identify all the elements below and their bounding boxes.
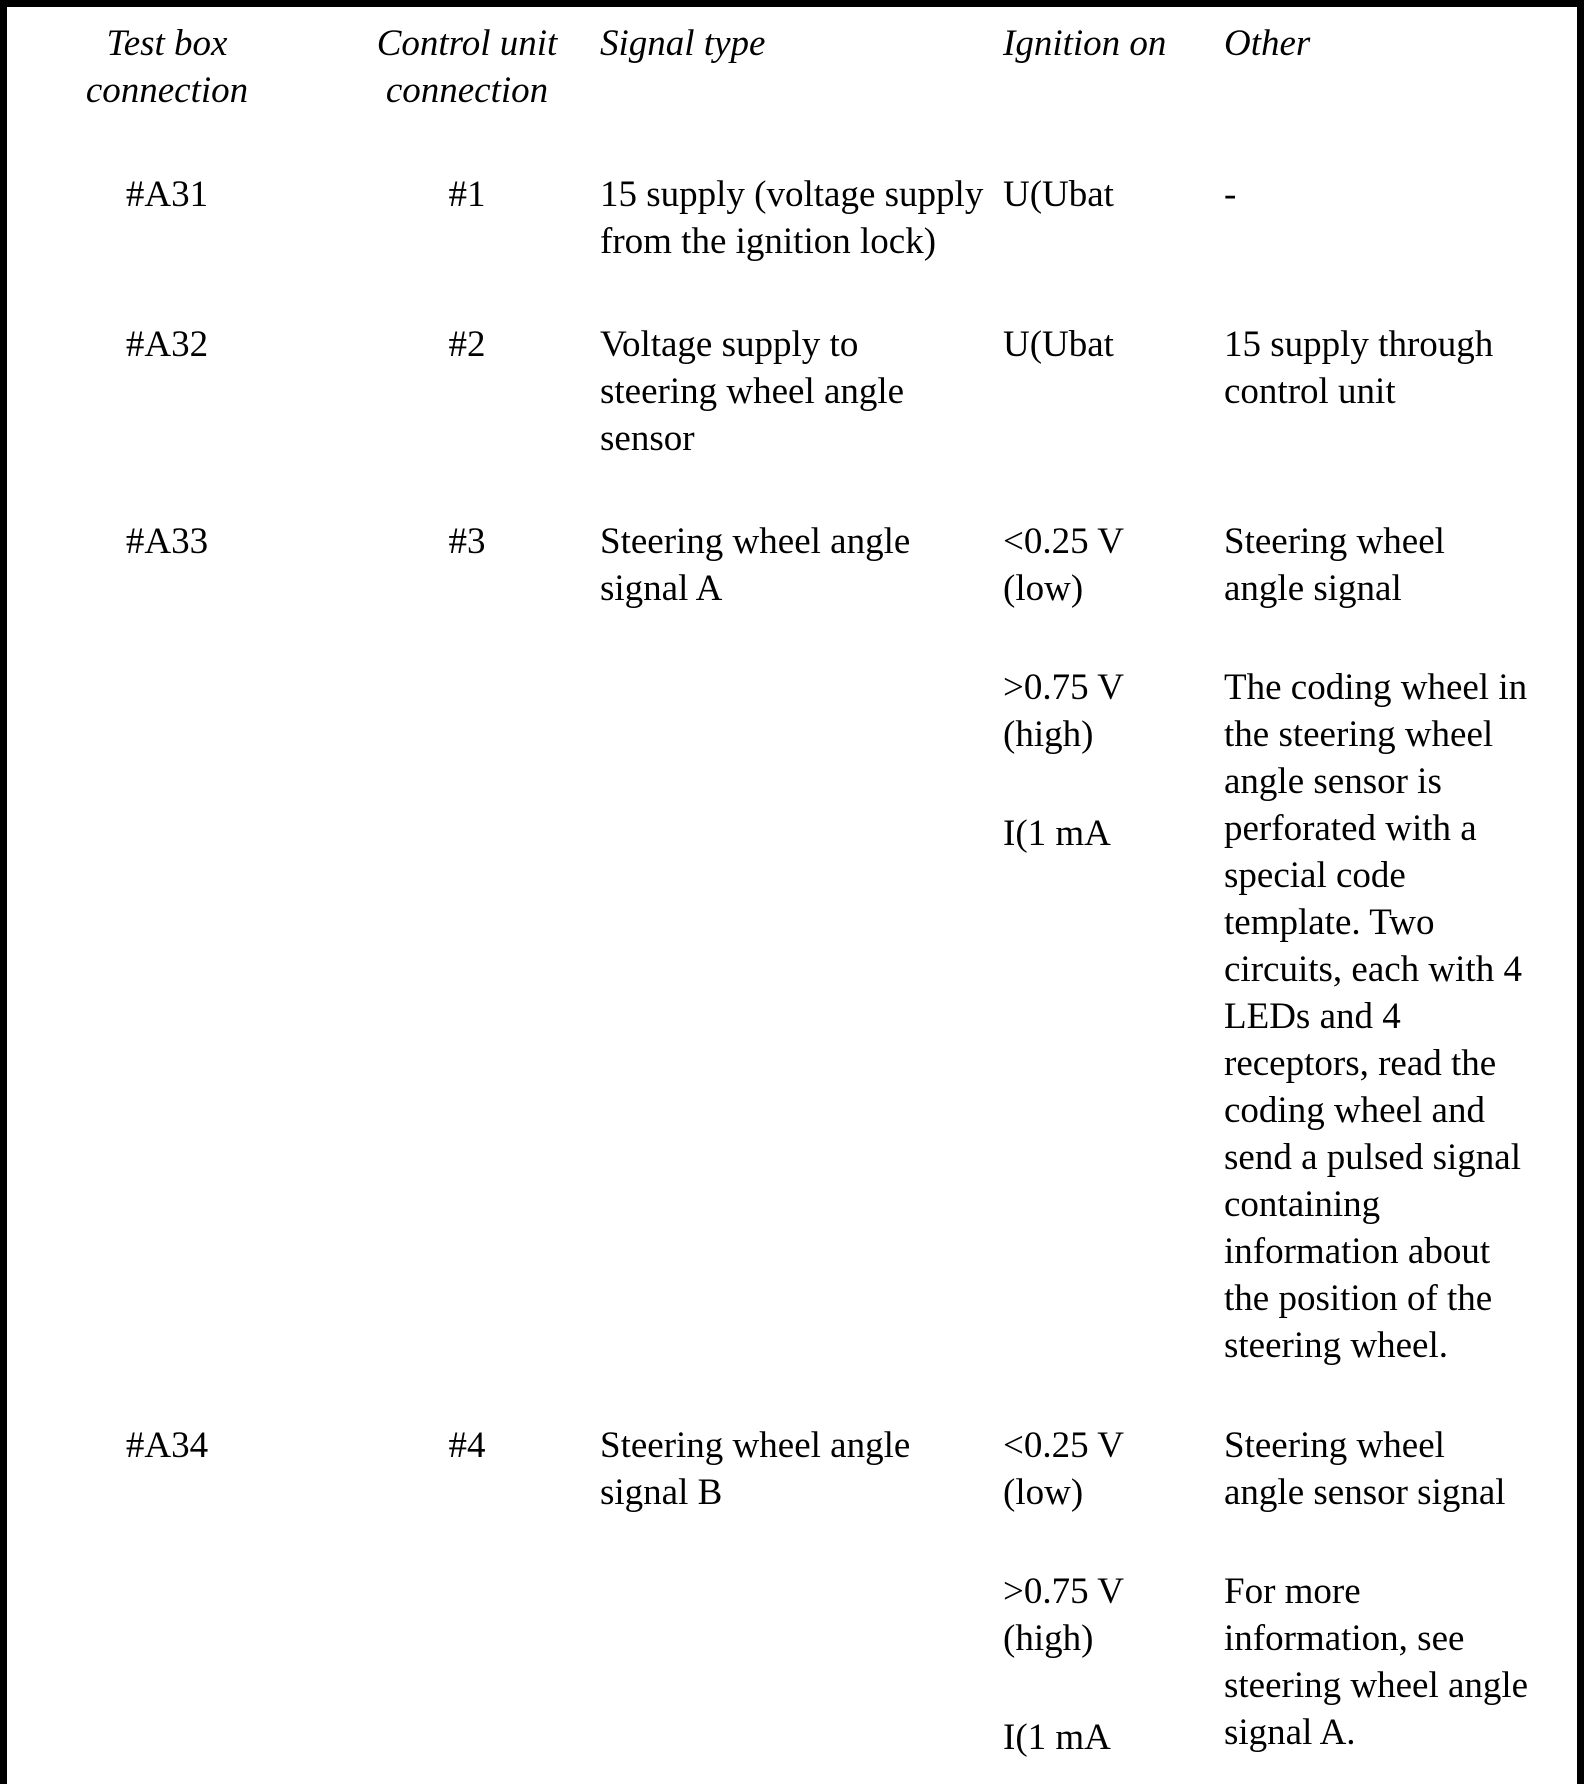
row-a33-test-box: #A33	[125, 521, 209, 562]
row-a33-ignition-low: <0.25 V (low)	[1003, 521, 1124, 609]
row-a32-signal-type: Voltage supply to steering wheel angle sensor	[600, 324, 905, 459]
row-a33-ignition-current: I(1 mA	[1003, 813, 1111, 854]
header-ignition-on: Ignition on	[1003, 23, 1167, 64]
row-a34-other-title: Steering wheel angle sensor signal	[1224, 1425, 1506, 1513]
row-a33-other-title: Steering wheel angle signal	[1224, 521, 1445, 609]
row-a34-other-description: For more information, see steering wheel angle signal A.	[1224, 1571, 1529, 1753]
row-a32-ignition-on: U(Ubat	[1003, 324, 1114, 365]
row-a33-other-description: The coding wheel in the steering wheel angle sensor is perforated with a special code template. Two circuits, each with 4 LEDs and 4 receptors, read the coding wheel and send a pulsed signal containing information about the position of the steering wheel.	[1224, 667, 1528, 1366]
row-a31-signal-type: 15 supply (voltage supply from the ignition lock)	[600, 174, 984, 262]
row-a34-ignition-low: <0.25 V (low)	[1003, 1425, 1124, 1513]
row-a34-test-box: #A34	[125, 1425, 209, 1466]
row-a32-test-box: #A32	[125, 324, 209, 365]
row-a31-test-box: #A31	[125, 174, 209, 215]
row-a32-other: 15 supply through control unit	[1224, 324, 1494, 412]
row-a34-control-unit: #4	[448, 1425, 486, 1466]
header-signal-type: Signal type	[600, 23, 766, 64]
row-a31-other: -	[1224, 174, 1237, 215]
row-a33-ignition-high: >0.75 V (high)	[1003, 667, 1124, 755]
row-a34-ignition-high: >0.75 V (high)	[1003, 1571, 1124, 1659]
row-a34-signal-type: Steering wheel angle signal B	[600, 1425, 911, 1513]
row-a31-ignition-on: U(Ubat	[1003, 174, 1114, 215]
header-other: Other	[1224, 23, 1311, 64]
row-a33-control-unit: #3	[448, 521, 486, 562]
row-a34-ignition-current: I(1 mA	[1003, 1717, 1111, 1758]
row-a32-control-unit: #2	[448, 324, 486, 365]
row-a31-control-unit: #1	[448, 174, 486, 215]
header-control-unit-connection: Control unit connection	[376, 23, 558, 111]
row-a33-signal-type: Steering wheel angle signal A	[600, 521, 911, 609]
header-test-box-connection: Test box connection	[85, 23, 249, 111]
